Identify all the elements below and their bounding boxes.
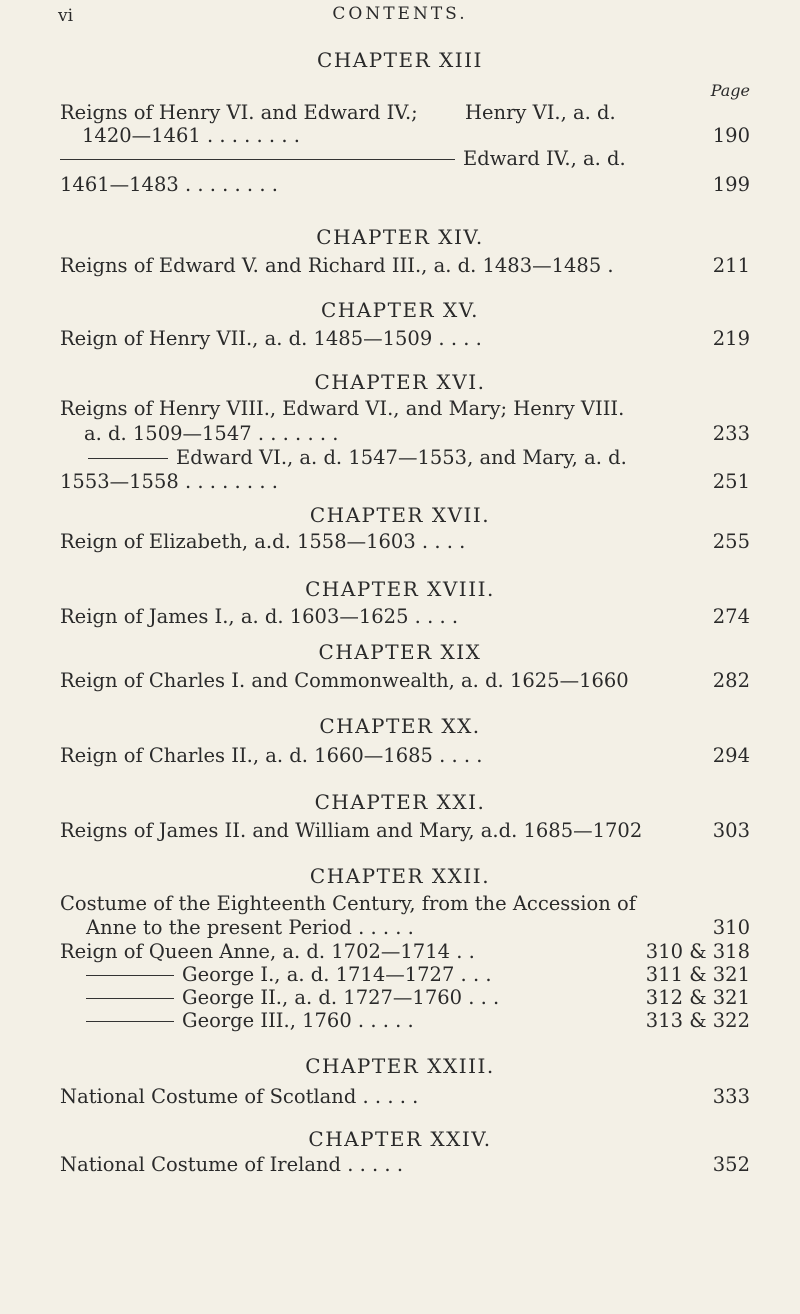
toc-entry[interactable]: [60, 254, 750, 277]
entry-page: 303: [712, 819, 750, 842]
toc-entry[interactable]: [60, 819, 750, 842]
entry-text: Reign of Henry VII., a. d. 1485—1509 . . . .: [60, 327, 482, 350]
ditto-rule: [86, 975, 174, 976]
entry-page: 294: [712, 744, 750, 767]
entry-page: 274: [712, 605, 750, 628]
entry-text: 1420—1461 . . . . . . . .: [82, 124, 300, 147]
toc-entry[interactable]: [60, 940, 750, 963]
entry-text: George II., a. d. 1727—1760 . . .: [182, 986, 500, 1009]
page-number: vi: [58, 6, 74, 26]
entry-text: Edward VI., a. d. 1547—1553, and Mary, a. d.: [176, 446, 627, 469]
entry-text: Reign of Queen Anne, a. d. 1702—1714 . .: [60, 940, 475, 963]
toc-entry[interactable]: [60, 530, 750, 553]
toc-entry[interactable]: [84, 422, 750, 445]
toc-entry: [60, 147, 750, 170]
toc-entry[interactable]: [86, 1009, 750, 1032]
entry-text: National Costume of Scotland . . . . .: [60, 1085, 419, 1108]
entry-text: Reigns of Henry VIII., Edward VI., and Mary; Henry VIII.: [60, 397, 625, 420]
entry-text: Reign of Elizabeth, a.d. 1558—1603 . . . .: [60, 530, 466, 553]
toc-entry[interactable]: [82, 124, 750, 147]
entry-page: 251: [712, 470, 750, 493]
toc-entry[interactable]: [86, 916, 750, 939]
entry-page: 282: [712, 669, 750, 692]
entry-text-right: Henry VI., a. d.: [465, 101, 616, 124]
entry-text: Reign of Charles II., a. d. 1660—1685 . . . .: [60, 744, 483, 767]
toc-entry[interactable]: [60, 605, 750, 628]
entry-text: Reigns of Edward V. and Richard III., a. d. 1483—1485 .: [60, 254, 614, 277]
entry-text: National Costume of Ireland . . . . .: [60, 1153, 404, 1176]
entry-page: 312 & 321: [645, 986, 750, 1009]
ditto-rule: [88, 458, 168, 459]
entry-page: 352: [712, 1153, 750, 1176]
toc-entry[interactable]: [86, 986, 750, 1009]
entry-page: 310: [712, 916, 750, 939]
toc-entry[interactable]: [60, 173, 750, 196]
chapter-heading: CHAPTER XXI.: [314, 790, 486, 814]
chapter-heading: CHAPTER XIX: [318, 640, 482, 664]
entry-page: 255: [712, 530, 750, 553]
toc-entry[interactable]: [60, 1085, 750, 1108]
ditto-rule: [60, 159, 455, 160]
toc-entry[interactable]: [60, 327, 750, 350]
chapter-heading: CHAPTER XV.: [320, 298, 480, 322]
toc-entry: [60, 101, 750, 124]
entry-text: Reigns of Henry VI. and Edward IV.;: [60, 101, 418, 124]
chapter-heading: CHAPTER XX.: [319, 714, 481, 738]
entry-text: George III., 1760 . . . . .: [182, 1009, 414, 1032]
entry-page: 199: [712, 173, 750, 196]
entry-text: George I., a. d. 1714—1727 . . .: [182, 963, 492, 986]
chapter-heading: CHAPTER XXII.: [309, 864, 491, 888]
toc-entry[interactable]: [60, 744, 750, 767]
toc-entry: [60, 397, 750, 420]
toc-entry[interactable]: [86, 963, 750, 986]
entry-page: 311 & 321: [645, 963, 750, 986]
entry-text: Reigns of James II. and William and Mary, a.d. 1685—1702: [60, 819, 643, 842]
chapter-heading: CHAPTER XIII: [317, 48, 483, 72]
entry-page: 313 & 322: [645, 1009, 750, 1032]
entry-text: Costume of the Eighteenth Century, from the Accession of: [60, 892, 636, 915]
toc-entry: [60, 892, 750, 915]
toc-entry[interactable]: [60, 1153, 750, 1176]
entry-text: Anne to the present Period . . . . .: [86, 916, 414, 939]
entry-page: 233: [712, 422, 750, 445]
chapter-heading: CHAPTER XVI.: [314, 370, 486, 394]
entry-text: Reign of James I., a. d. 1603—1625 . . . .: [60, 605, 459, 628]
chapter-heading: CHAPTER XXIII.: [305, 1054, 495, 1078]
entry-text: 1461—1483 . . . . . . . .: [60, 173, 278, 196]
chapter-heading: CHAPTER XIV.: [316, 225, 484, 249]
chapter-heading: CHAPTER XVII.: [309, 503, 491, 527]
toc-entry[interactable]: [60, 470, 750, 493]
entry-text: Edward IV., a. d.: [463, 147, 626, 170]
entry-page: 219: [712, 327, 750, 350]
chapter-heading: CHAPTER XXIV.: [308, 1127, 492, 1151]
toc-entry[interactable]: [60, 669, 750, 692]
entry-text: 1553—1558 . . . . . . . .: [60, 470, 278, 493]
entry-page: 190: [712, 124, 750, 147]
entry-page: 310 & 318: [645, 940, 750, 963]
running-title: CONTENTS.: [332, 4, 468, 24]
entry-text: a. d. 1509—1547 . . . . . . .: [84, 422, 339, 445]
page-column-label: Page: [710, 81, 750, 100]
ditto-rule: [86, 1021, 174, 1022]
entry-page: 211: [712, 254, 750, 277]
entry-text: Reign of Charles I. and Commonwealth, a. d. 1625—1660: [60, 669, 629, 692]
chapter-heading: CHAPTER XVIII.: [305, 577, 495, 601]
entry-page: 333: [712, 1085, 750, 1108]
ditto-rule: [86, 998, 174, 999]
toc-entry: [88, 446, 750, 469]
